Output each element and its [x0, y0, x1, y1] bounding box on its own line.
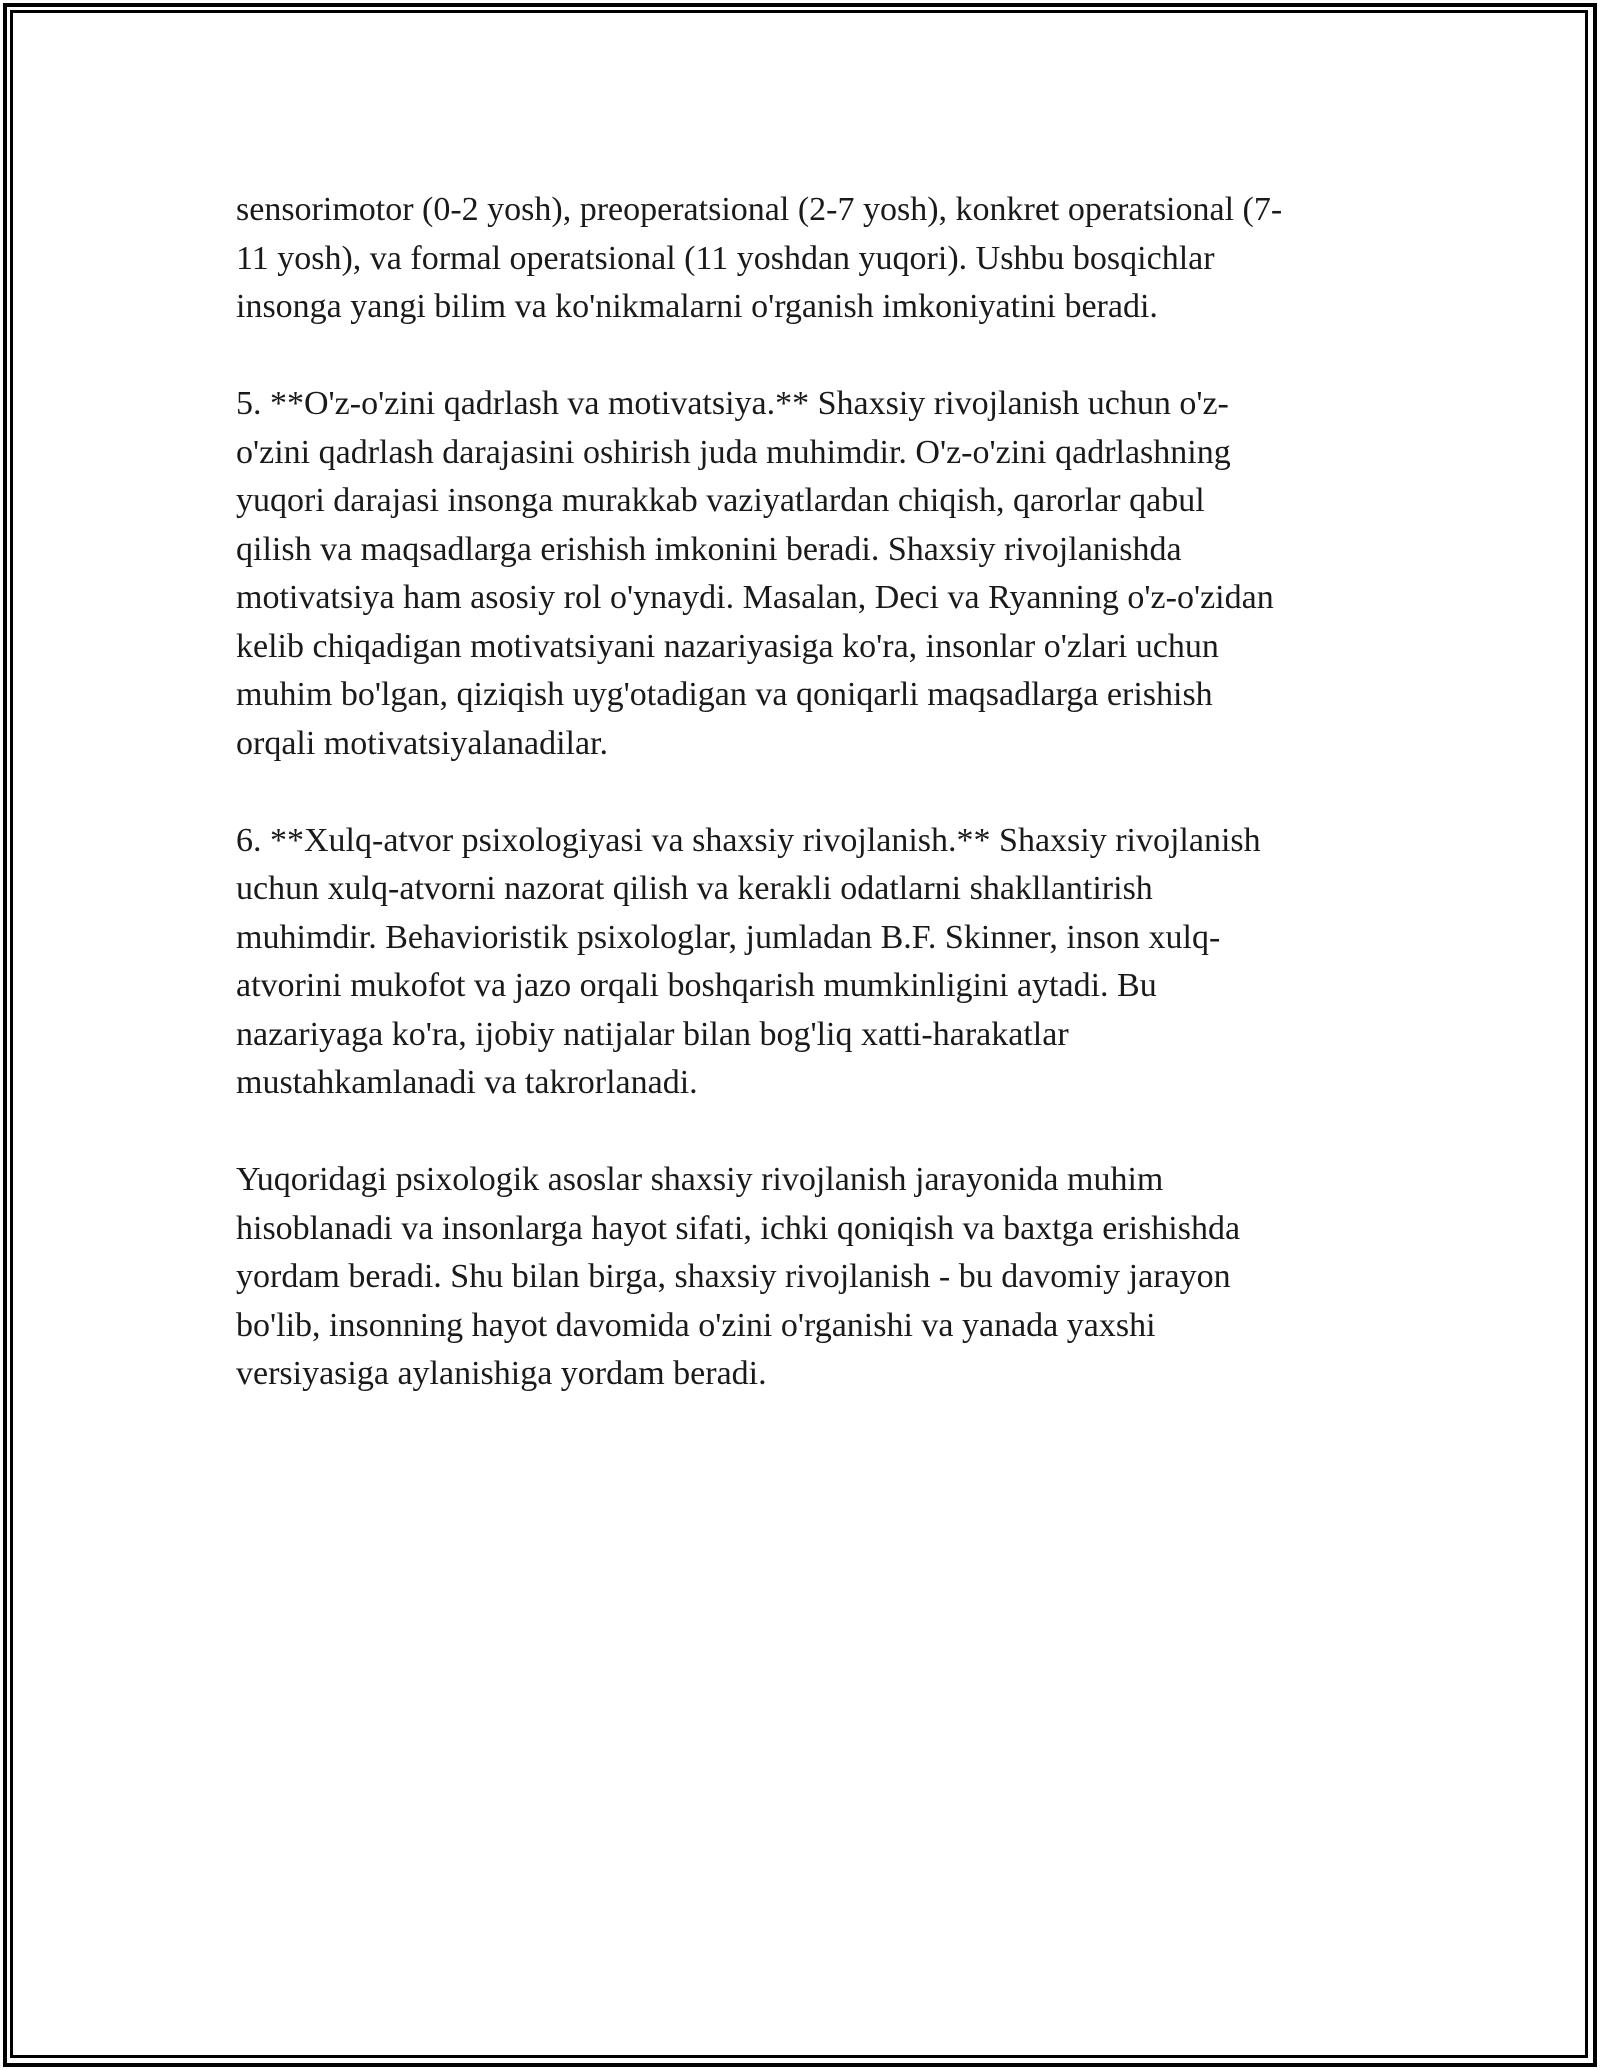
paragraph-cognitive-stages: sensorimotor (0-2 yosh), preoperatsional (2-7 yosh), konkret operatsional (7- 11 yosh), va formal operatsional (11 yoshdan yuqori). Ushbu bosqichlar insonga yangi bilim va ko'nikmalarni o'rganish imkoniyatini beradi. [236, 191, 1283, 325]
paragraph-conclusion: Yuqoridagi psixologik asoslar shaxsiy rivojlanish jarayonida muhim hisoblanadi va insonlarga hayot sifati, ichki qoniqish va baxtga erishishda yordam beradi. Shu bilan birga, shaxsiy rivojlanish - bu davomiy jarayon bo'lib, insonning hayot davomida o'zini o'rganishi va yanada yaxshi versiyasiga aylanishiga yordam beradi. [236, 1161, 1241, 1392]
paragraph-behavior-psychology: 6. **Xulq-atvor psixologiyasi va shaxsiy rivojlanish.** Shaxsiy rivojlanish uchun xulq-atvorni nazorat qilish va kerakli odatlarni shakllantirish muhimdir. Behavioristik psixologlar, jumladan B.F. Skinner, inson xulq- atvorini mukofot va jazo orqali boshqarish mumkinligini aytadi. Bu nazariyaga ko'ra, ijobiy natijalar bilan bog'liq xatti-harakatlar mustahkamlanadi va takrorlanadi. [236, 821, 1261, 1101]
paragraph-self-esteem-motivation: 5. **O'z-o'zini qadrlash va motivatsiya.** Shaxsiy rivojlanish uchun o'z- o'zini qadrlash darajasini oshirish juda muhimdir. O'z-o'zini qadrlashning yuqori darajasi insonga murakkab vaziyatlardan chiqish, qarorlar qabul qilish va maqsadlarga erishish imkonini beradi. Shaxsiy rivojlanishda motivatsiya ham asosiy rol o'ynaydi. Masalan, Deci va Ryanning o'z-o'zidan kelib chiqadigan motivatsiyani nazariyasiga ko'ra, insonlar o'zlari uchun muhim bo'lgan, qiziqish uyg'otadigan va qoniqarli maqsadlarga erishish orqali motivatsiyalanadilar. [236, 385, 1274, 762]
document-body [236, 186, 1376, 1447]
